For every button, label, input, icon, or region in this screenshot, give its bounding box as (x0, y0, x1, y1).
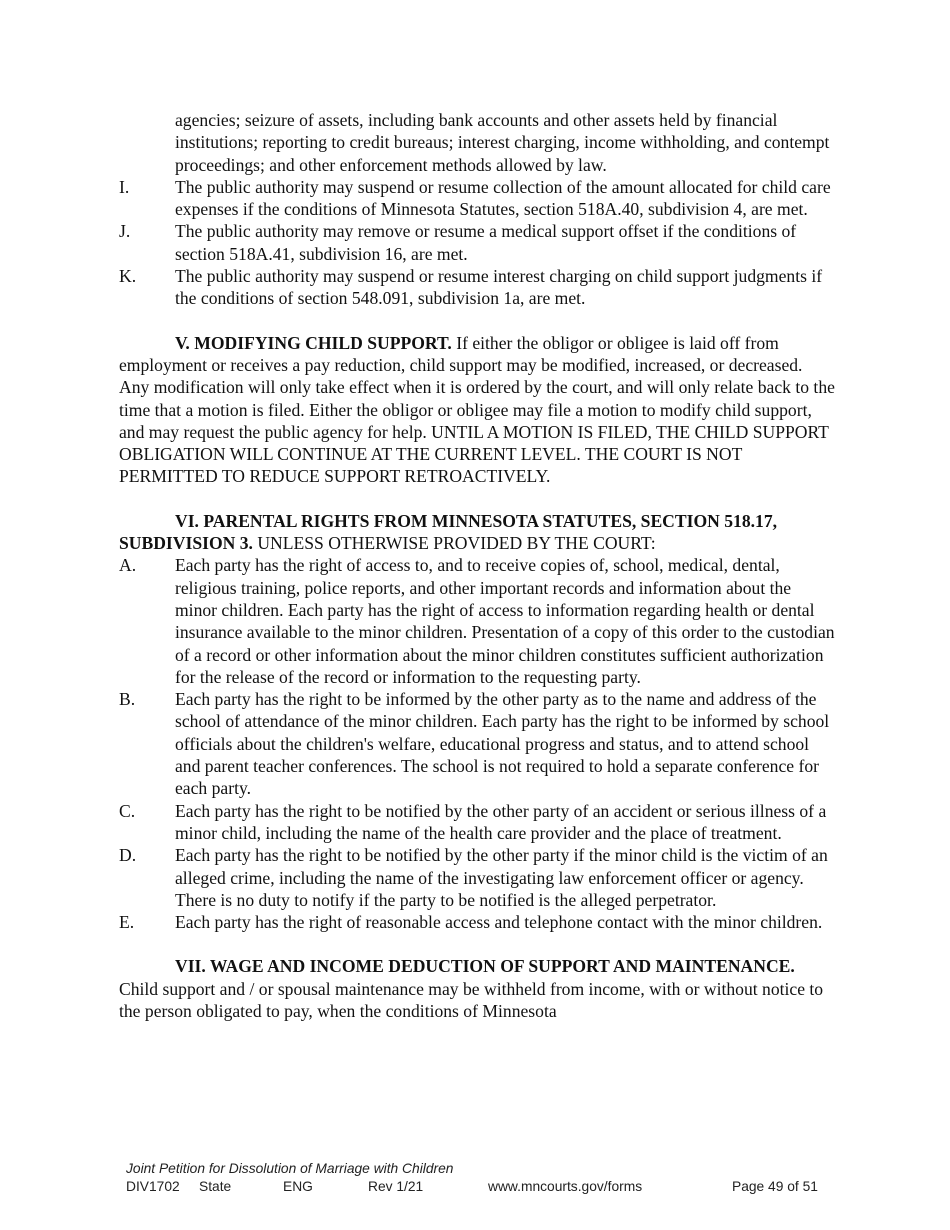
section-vi-body: UNLESS OTHERWISE PROVIDED BY THE COURT: (252, 533, 656, 554)
list-item (119, 554, 835, 688)
list-item (119, 688, 835, 799)
page-footer (126, 1160, 846, 1196)
section-vi-heading: VI. PARENTAL RIGHTS FROM MINNESOTA STATUTES, SECTION 518.17, SUBDIVISION 3. (119, 510, 778, 554)
item-text: Each party has the right to be notified by the other party if the minor child is the victim of an alleged crime, including the name of the investigating law enforcement officer or agency. There is no duty to notify if the party to be notified is the alleged perpetrator. (175, 845, 828, 910)
item-text: Each party has the right of access to, and to receive copies of, school, medical, dental, religious training, police reports, and other important records and information about the minor children. Each party has the right of access to information regarding health or dental insurance available to the minor children. Presentation of a copy of this order to the custodian of a record or other information about the minor children constitutes sufficient authorization for the release of the record or information to the requesting party. (175, 555, 835, 687)
footer-row (126, 1178, 846, 1196)
list-item (119, 265, 835, 310)
page-number: Page 49 of 51 (732, 1179, 818, 1194)
item-text: Each party has the right of reasonable access and telephone contact with the minor children. (175, 912, 823, 933)
item-text: The public authority may remove or resume a medical support offset if the conditions of section 518A.41, subdivision 16, are met. (175, 221, 797, 264)
section-v-heading: V. MODIFYING CHILD SUPPORT. (175, 332, 452, 353)
item-letter: E. (119, 912, 135, 933)
item-text: The public authority may suspend or resume interest charging on child support judgments if the conditions of section 548.091, subdivision 1a, are met. (175, 266, 823, 309)
list-item (119, 220, 835, 265)
form-number: DIV1702 (126, 1179, 180, 1194)
item-text: Each party has the right to be notified by the other party of an accident or serious illness of a minor child, including the name of the health care provider and the place of treatment. (175, 800, 827, 843)
enforcement-list (119, 176, 835, 310)
parental-rights-list (119, 554, 835, 933)
item-text: Each party has the right to be informed by the other party as to the name and address of the school of attendance of the minor children. Each party has the right to be informed by school officials about the children's welfare, educational progress and status, and to attend school and parent teacher conferences. The school is not required to hold a separate conference for each party. (175, 689, 830, 799)
form-title: Joint Petition for Dissolution of Marriage with Children (126, 1161, 454, 1176)
item-letter: C. (119, 800, 136, 821)
section-vi-parental-rights (119, 510, 835, 555)
item-letter: K. (119, 266, 137, 287)
section-vii-body: Child support and / or spousal maintenance may be withheld from income, with or without notice to the person obligated to pay, when the conditions of Minnesota (119, 978, 824, 1021)
section-v-modifying-child-support (119, 332, 835, 488)
section-vii-wage-deduction (119, 955, 835, 1022)
list-item (119, 800, 835, 845)
section-v-body: If either the obligor or obligee is laid off from employment or receives a pay reduction, child support may be modified, increased, or decreased. Any modification will only take effect when it is ordered by the court, and will only relate back to the time that a motion is filed. Either the obligor or obligee may file a motion to modify child support, and may request the public agency for help. UNTIL A MOTION IS FILED, THE CHILD SUPPORT OBLIGATION WILL CONTINUE AT THE CURRENT LEVEL. THE COURT IS NOT PERMITTED TO REDUCE SUPPORT RETROACTIVELY. (119, 332, 835, 487)
list-item (119, 844, 835, 911)
language: ENG (283, 1179, 313, 1194)
item-letter: I. (119, 176, 130, 197)
revision: Rev 1/21 (368, 1179, 424, 1194)
section-vii-heading: VII. WAGE AND INCOME DEDUCTION OF SUPPORT AND MAINTENANCE. (175, 956, 795, 977)
jurisdiction: State (199, 1179, 232, 1194)
item-letter: J. (119, 221, 131, 242)
website-link[interactable]: www.mncourts.gov/forms (488, 1179, 643, 1194)
intro-continuation: agencies; seizure of assets, including bank accounts and other assets held by financial institutions; reporting to credit bureaus; interest charging, income withholding, and contempt proceedings; and other enforcement methods allowed by law. (175, 110, 830, 175)
list-item (119, 176, 835, 221)
item-text: The public authority may suspend or resume collection of the amount allocated for child care expenses if the conditions of Minnesota Statutes, section 518A.40, subdivision 4, are met. (175, 176, 831, 220)
item-letter: D. (119, 845, 137, 866)
document-body (119, 109, 835, 1022)
item-letter: A. (119, 555, 137, 576)
list-item (119, 911, 835, 933)
item-letter: B. (119, 689, 136, 710)
